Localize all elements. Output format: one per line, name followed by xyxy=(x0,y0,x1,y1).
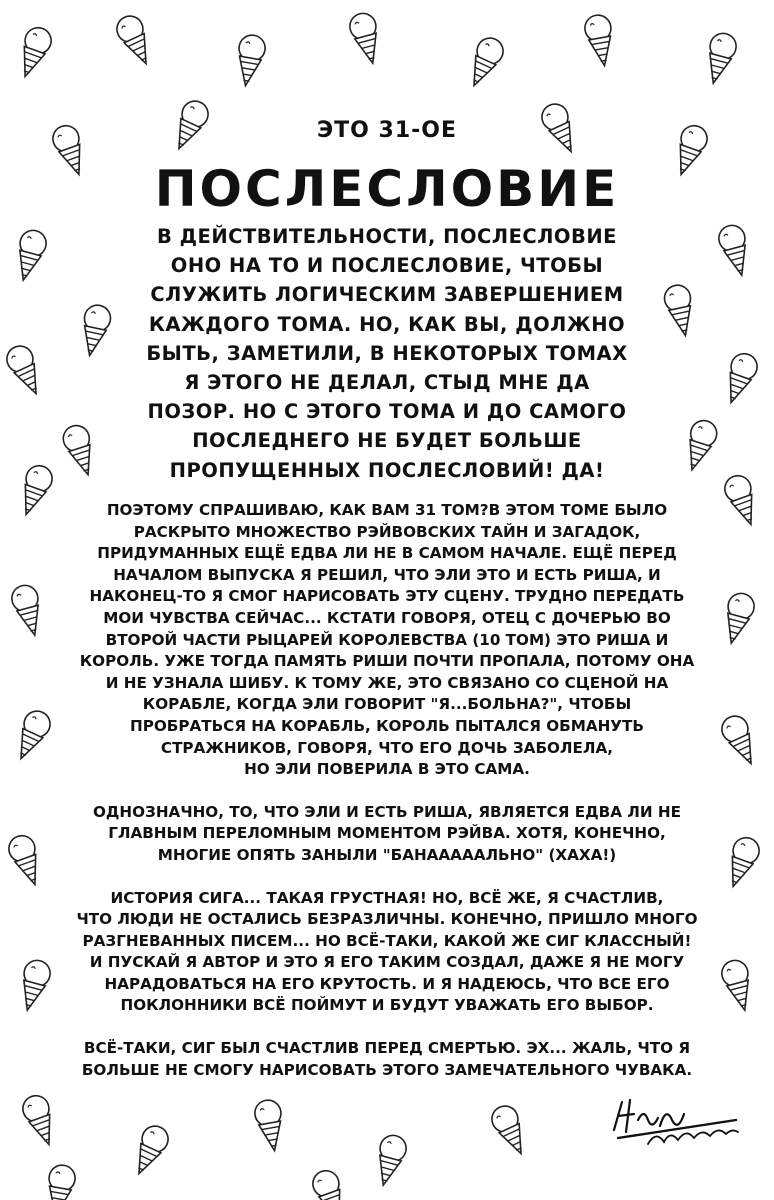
intro-line: В ДЕЙСТВИТЕЛЬНОСТИ, ПОСЛЕСЛОВИЕ xyxy=(157,225,617,248)
ice-cream-cone-icon xyxy=(113,12,158,69)
body-line: ГЛАВНЫМ ПЕРЕЛОМНЫМ МОМЕНТОМ РЭЙВА. ХОТЯ, КОНЕЧНО, xyxy=(108,824,666,843)
body-line: РАЗГНЕВАННЫХ ПИСЕМ... НО ВСЁ-ТАКИ, КАКОЙ ЖЕ СИГ КЛАССНЫЙ! xyxy=(82,931,692,950)
body-line: НАРАДОВАТЬСЯ НА ЕГО КРУТОСТЬ. И Я НАДЕЮСЬ, ЧТО ВСЕ ЕГО xyxy=(104,974,670,993)
intro-line: Я ЭТОГО НЕ ДЕЛАЛ, СТЫД МНЕ ДА xyxy=(184,371,590,395)
ice-cream-cone-icon xyxy=(488,1102,533,1159)
paragraph-closing xyxy=(0,1038,774,1081)
body-line: НО ЭЛИ ПОВЕРИЛА В ЭТО САМА. xyxy=(244,760,530,779)
body-line: ПОЭТОМУ СПРАШИВАЮ, КАК ВАМ 31 ТОМ?В ЭТОМ ТОМЕ БЫЛО xyxy=(106,501,668,519)
ice-cream-cone-icon xyxy=(233,33,267,88)
ice-cream-cone-icon xyxy=(127,1122,172,1179)
intro-line: БЫТЬ, ЗАМЕТИЛИ, В НЕКОТОРЫХ ТОМАХ xyxy=(146,341,628,365)
body-line: РАСКРЫТО МНОЖЕСТВО РЭЙВОВСКИХ ТАЙН И ЗАГАДОК, xyxy=(133,522,641,541)
intro-paragraph xyxy=(0,222,774,485)
ice-cream-cone-icon xyxy=(462,34,507,91)
ice-cream-cone-icon xyxy=(583,13,617,68)
body-line: КОРОЛЬ. УЖЕ ТОГДА ПАМЯТЬ РИШИ ПОЧТИ ПРОПАЛА, ПОТОМУ ОНА xyxy=(79,652,695,671)
body-line: ЧТО ЛЮДИ НЕ ОСТАЛИСЬ БЕЗРАЗЛИЧНЫ. КОНЕЧНО, ПРИШЛО МНОГО xyxy=(76,910,698,929)
page-title: ПОСЛЕСЛОВИЕ xyxy=(154,160,620,218)
body-text xyxy=(0,500,774,1081)
body-line: МОИ ЧУВСТВА СЕЙЧАС... КСТАТИ ГОВОРЯ, ОТЕЦ С ДОЧЕРЬЮ ВО xyxy=(103,608,671,627)
ice-cream-cone-icon xyxy=(19,1092,61,1149)
body-line: И НЕ УЗНАЛА ШИБУ. К ТОМУ ЖЕ, ЭТО СВЯЗАНО СО СЦЕНОЙ НА xyxy=(105,673,669,692)
body-line: И ПУСКАЙ Я АВТОР И ЭТО Я ЕГО ТАКИМ СОЗДАЛ, ДАЖЕ Я НЕ МОГУ xyxy=(89,953,685,972)
intro-line: ПОСЛЕДНЕГО НЕ БУДЕТ БОЛЬШЕ xyxy=(192,429,582,453)
body-line: ИСТОРИЯ СИГА... ТАКАЯ ГРУСТНАЯ! НО, ВСЁ ЖЕ, Я СЧАСТЛИВ, xyxy=(110,888,664,907)
body-line: СТРАЖНИКОВ, ГОВОРЯ, ЧТО ЕГО ДОЧЬ ЗАБОЛЕЛА, xyxy=(160,738,614,757)
paragraph-eli-risha xyxy=(0,802,774,867)
body-line: ВТОРОЙ ЧАСТИ РЫЦАРЕЙ КОРОЛЕВСТВА (10 ТОМ) ЭТО РИША И xyxy=(105,630,669,649)
ice-cream-cone-icon xyxy=(701,30,739,86)
ice-cream-cone-icon xyxy=(253,1098,287,1153)
body-line: БОЛЬШЕ НЕ СМОГУ НАРИСОВАТЬ ЭТОГО ЗАМЕЧАТЕЛЬНОГО ЧУВАКА. xyxy=(81,1060,693,1079)
paragraph-sieg-story xyxy=(0,888,774,1018)
ice-cream-cone-icon xyxy=(371,1132,409,1188)
intro-line: ПРОПУЩЕННЫХ ПОСЛЕСЛОВИЙ! ДА! xyxy=(169,458,605,482)
intro-line: КАЖДОГО ТОМА. НО, КАК ВЫ, ДОЛЖНО xyxy=(148,312,626,336)
body-line: ПРОБРАТЬСЯ НА КОРАБЛЬ, КОРОЛЬ ПЫТАЛСЯ ОБМАНУТЬ xyxy=(130,716,644,735)
author-signature xyxy=(608,1090,743,1148)
body-line: НАЧАЛОМ ВЫПУСКА Я РЕШИЛ, ЧТО ЭЛИ ЭТО И ЕСТЬ РИША, И xyxy=(113,565,661,584)
body-line: ПРИДУМАННЫХ ЕЩЁ ЕДВА ЛИ НЕ В САМОМ НАЧАЛЕ. ЕЩЁ ПЕРЕД xyxy=(97,544,677,563)
intro-line: СЛУЖИТЬ ЛОГИЧЕСКИМ ЗАВЕРШЕНИЕМ xyxy=(150,283,624,307)
paragraph-volume-31 xyxy=(0,500,774,781)
ice-cream-cone-icon xyxy=(13,24,55,81)
ice-cream-cone-icon xyxy=(43,1163,77,1200)
intro-line: ОНО НА ТО И ПОСЛЕСЛОВИЕ, ЧТОБЫ xyxy=(170,254,604,278)
intro-line: ПОЗОР. НО С ЭТОГО ТОМА И ДО САМОГО xyxy=(147,400,627,424)
ice-cream-cone-icon xyxy=(347,10,385,66)
body-line: МНОГИЕ ОПЯТЬ ЗАНЫЛИ "БАНАААААЛЬНО" (ХАХА!) xyxy=(157,845,617,864)
body-line: НАКОНЕЦ-ТО Я СМОГ НАРИСОВАТЬ ЭТУ СЦЕНУ. ТРУДНО ПЕРЕДАТЬ xyxy=(89,587,685,606)
kicker-text: ЭТО 31-ОЕ xyxy=(317,118,457,143)
body-line: ПОКЛОННИКИ ВСЁ ПОЙМУТ И БУДУТ УВАЖАТЬ ЕГО ВЫБОР. xyxy=(120,996,654,1015)
ice-cream-cone-icon xyxy=(309,1167,351,1200)
body-line: ОДНОЗНАЧНО, ТО, ЧТО ЭЛИ И ЕСТЬ РИША, ЯВЛЯЕТСЯ ЕДВА ЛИ НЕ xyxy=(93,802,681,821)
body-line: ВСЁ-ТАКИ, СИГ БЫЛ СЧАСТЛИВ ПЕРЕД СМЕРТЬЮ. ЭХ... ЖАЛЬ, ЧТО Я xyxy=(83,1039,691,1058)
body-line: КОРАБЛЕ, КОГДА ЭЛИ ГОВОРИТ "Я...БОЛЬНА?", ЧТОБЫ xyxy=(142,695,632,714)
